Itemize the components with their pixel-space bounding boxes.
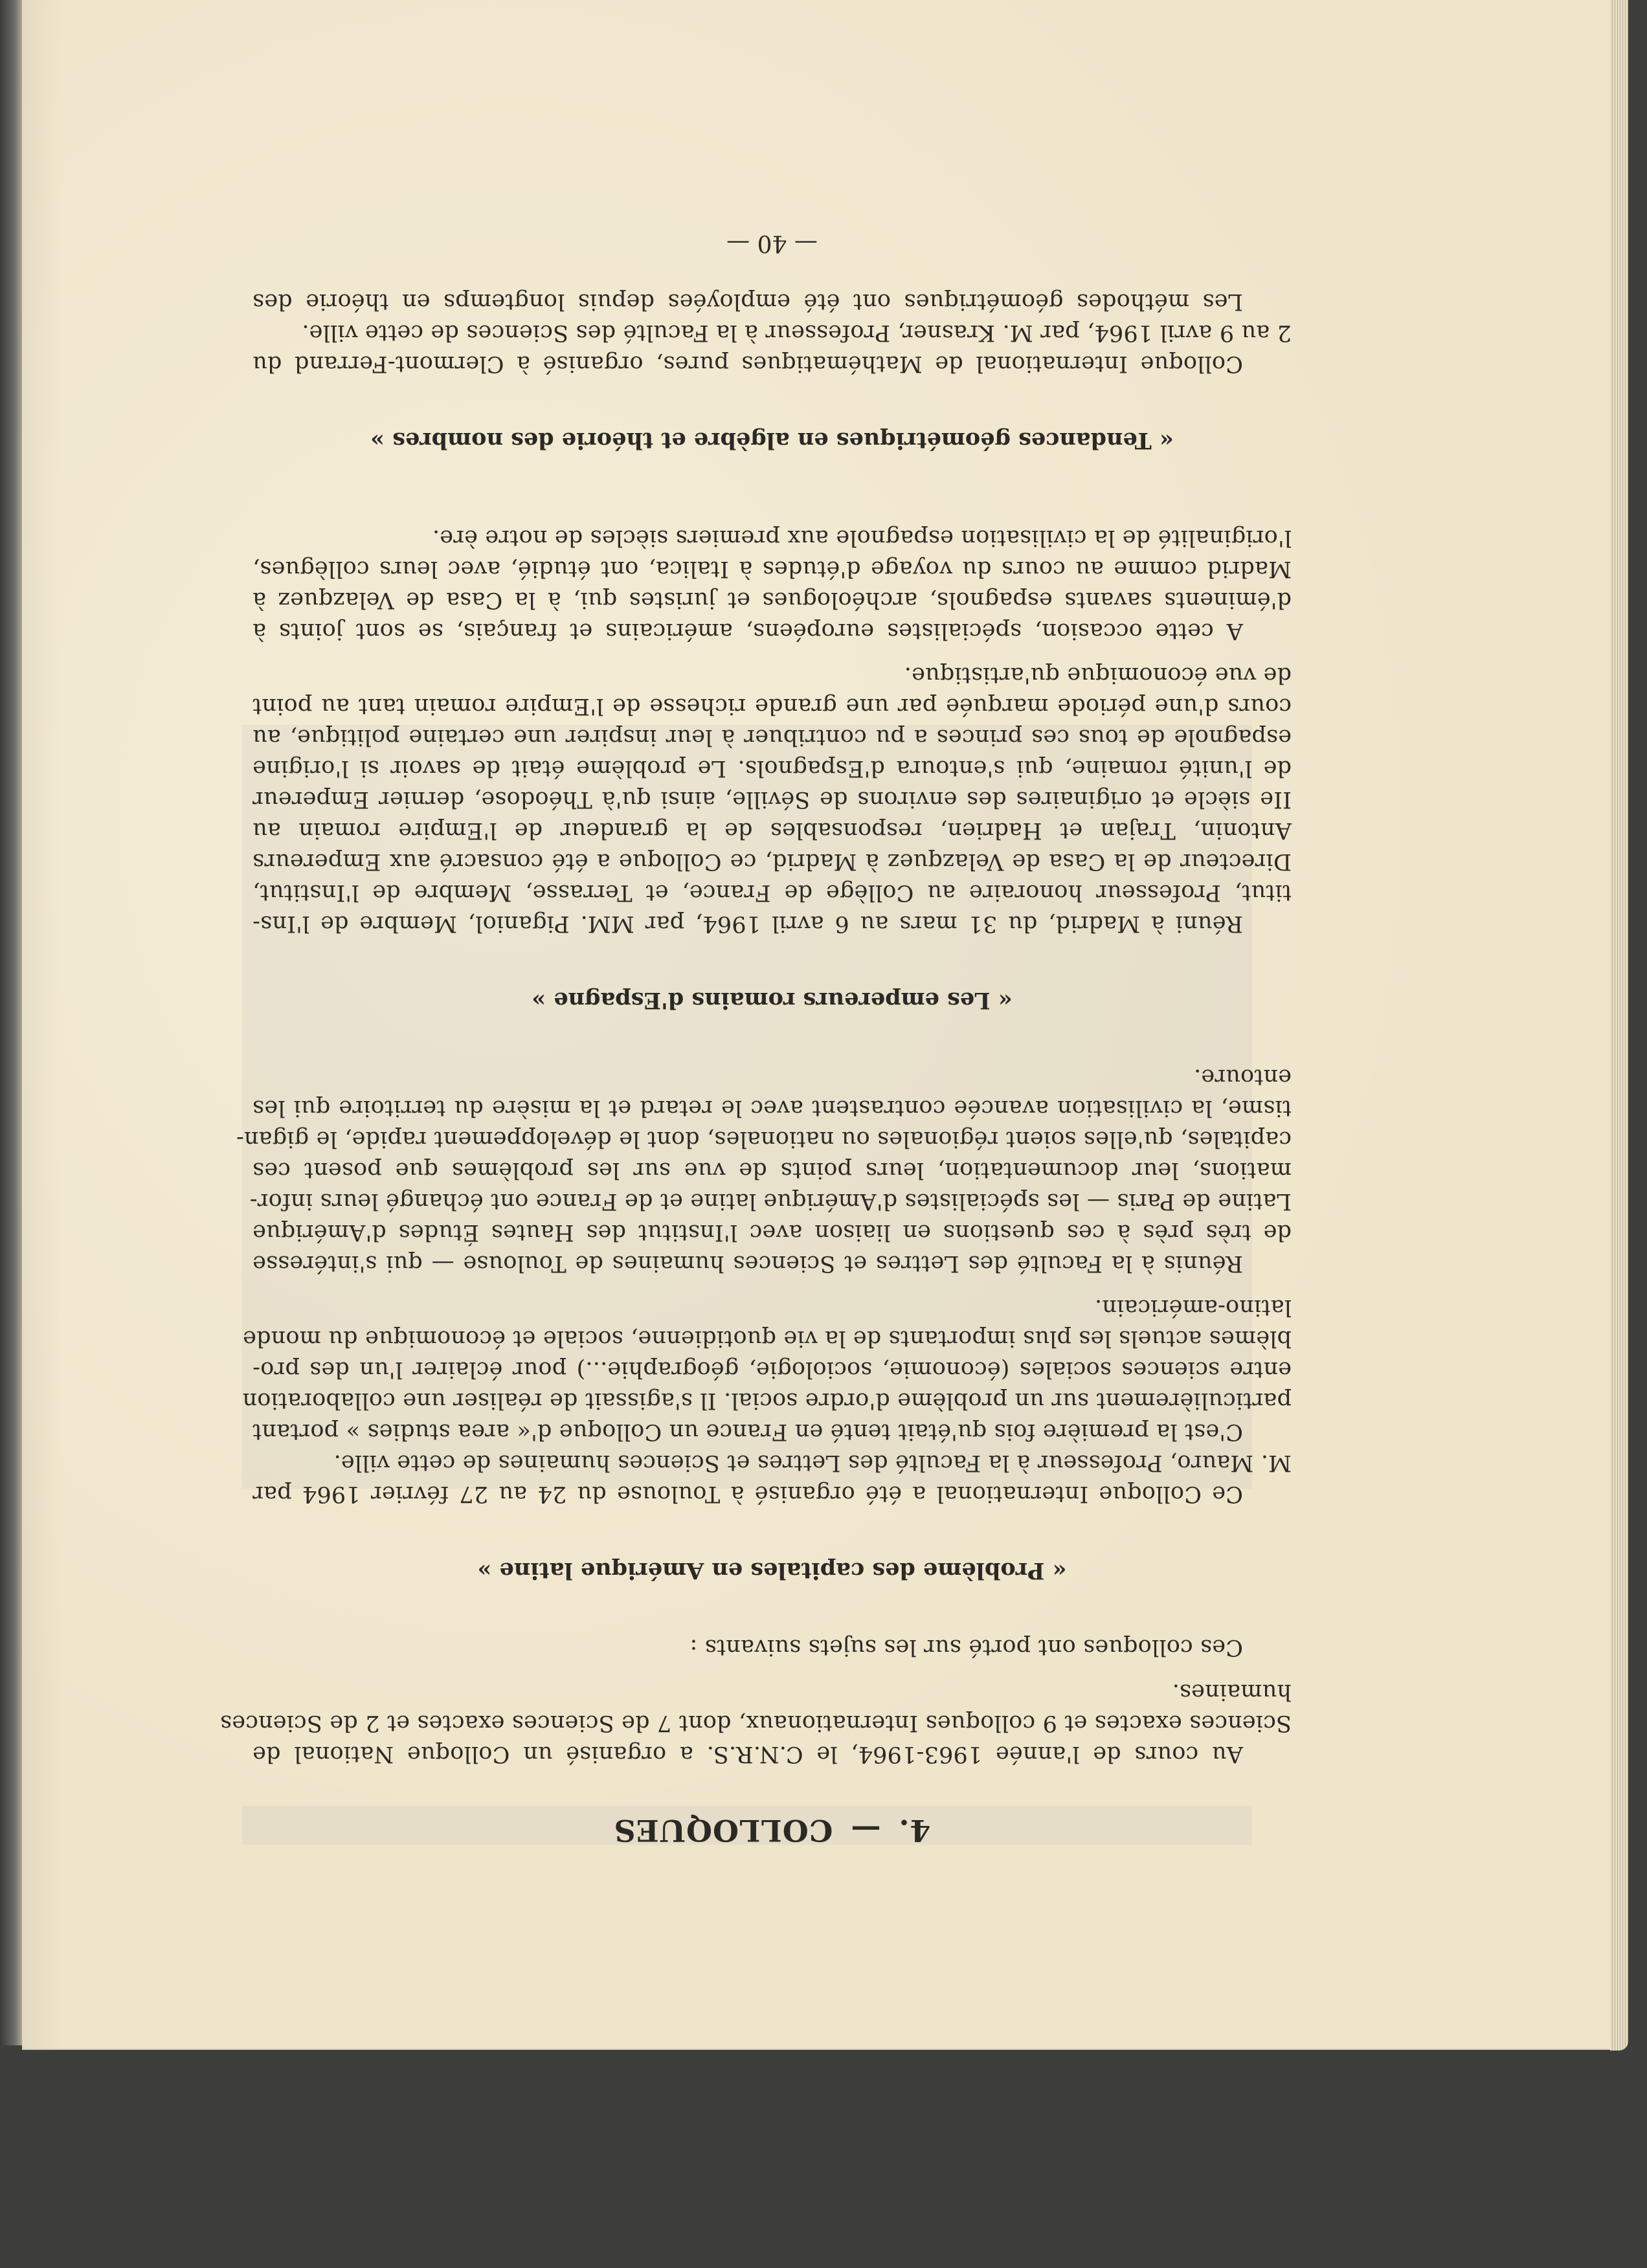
body-line: Directeur de la Casa de Velazquez à Madrid, ce Colloque a été consacré aux Empereurs	[252, 849, 1292, 874]
intro-line: humaines.	[1172, 1679, 1292, 1705]
body-line: M. Mauro, Professeur à la Faculté des Lettres et Sciences humaines de cette ville.	[333, 1450, 1292, 1476]
body-line: A cette occasion, spécialistes européens, américains et français, se sont joints à	[252, 618, 1243, 644]
section-dash: —	[850, 1813, 881, 1848]
body-line: de l'unité romaine, qui s'entoura d'Espagnols. Le problème était de savoir si l'origine	[252, 755, 1292, 781]
body-line: de vue économique qu'artistique.	[904, 662, 1292, 688]
body-line: Ce Colloque International a été organisé à Toulouse du 24 au 27 février 1964 par	[252, 1481, 1243, 1507]
body-line: latino-américain.	[1094, 1295, 1292, 1320]
body-line: IIe siècle et originaires des environs de Séville, ainsi qu'à Théodose, dernier Empereur	[252, 786, 1292, 812]
body-line: de très près à ces questions en liaison avec l'Institut des Hautes Études d'Amérique	[252, 1219, 1292, 1245]
body-line: particulièrement sur un problème d'ordre social. Il s'agissait de réaliser une collaboration	[242, 1388, 1292, 1414]
body-line: Réuni à Madrid, du 31 mars au 6 avril 1964, par MM. Piganiol, Membre de l'Ins-	[252, 911, 1243, 937]
body-line: entoure.	[1193, 1064, 1292, 1090]
body-line: Les méthodes géométriques ont été employées depuis longtemps en théorie des	[252, 289, 1243, 315]
colloque-heading: « Tendances géométriques en algèbre et théorie des nombres »	[370, 427, 1174, 454]
body-line: capitales, qu'elles soient régionales ou nationales, dont le développement rapide, le gigan-	[236, 1126, 1292, 1152]
section-title-text: COLLOQUES	[613, 1813, 833, 1848]
page-number: — 40 —	[726, 230, 818, 256]
body-line: Colloque International de Mathématiques pures, organisé à Clermont-Ferrand du	[252, 351, 1243, 377]
body-line: tisme, la civilisation avancée contrastent avec le retard et la misère du territoire qui les	[252, 1095, 1292, 1121]
colloque-heading: « Les empereurs romains d'Espagne »	[532, 987, 1013, 1014]
body-line: mations, leur documentation, leurs points de vue sur les problèmes que posent ces	[252, 1157, 1292, 1183]
intro-line: Au cours de l'année 1963-1964, le C.N.R.S. a organisé un Colloque National de	[252, 1741, 1243, 1767]
body-line: cours d'une période marquée par une grande richesse de l'Empire romain tant au point	[252, 693, 1292, 719]
section-title	[252, 1811, 1292, 1850]
subjects-line: Ces colloques ont porté sur les sujets suivants :	[689, 1634, 1243, 1660]
body-line: 2 au 9 avril 1964, par M. Krasner, Professeur à la Faculté des Sciences de cette ville.	[302, 320, 1292, 346]
body-line: Réunis à la Faculté des Lettres et Sciences humaines de Toulouse — qui s'intéresse	[252, 1251, 1243, 1276]
body-line: entre sciences sociales (économie, sociologie, géographie...) pour éclairer l'un des pro-	[252, 1357, 1292, 1383]
body-line: d'éminents savants espagnols, archéologues et juristes qui, à la Casa de Velazquez à	[252, 587, 1292, 613]
intro-line: Sciences exactes et 9 colloques Internationaux, dont 7 de Sciences exactes et 2 de Sciences	[219, 1710, 1292, 1736]
colloque-heading: « Problème des capitales en Amérique latine »	[477, 1557, 1067, 1584]
body-line: espagnole de tous ces princes a pu contribuer à leur inspirer une certaine politique, au	[252, 724, 1292, 750]
body-line: l'originalité de la civilisation espagnole aux premiers siècles de notre ère.	[432, 525, 1292, 551]
body-line: Madrid comme au cours du voyage d'études à Italica, ont étudié, avec leurs collègues,	[252, 556, 1292, 582]
body-line: C'est la première fois qu'était tenté en France un Colloque d'« area studies » portant	[252, 1419, 1243, 1445]
body-line: Latine de Paris — les spécialistes d'Amérique latine et de France ont échangé leurs infor-	[249, 1188, 1292, 1214]
body-line: Antonin, Trajan et Hadrien, responsables de la grandeur de l'Empire romain au	[252, 817, 1292, 843]
section-number: 4.	[898, 1813, 931, 1848]
body-line: titut, Professeur honoraire au Collège de France, et Terrasse, Membre de l'Institut,	[252, 880, 1292, 906]
body-line: blèmes actuels les plus importants de la vie quotidienne, sociale et économique du monde	[242, 1326, 1292, 1351]
